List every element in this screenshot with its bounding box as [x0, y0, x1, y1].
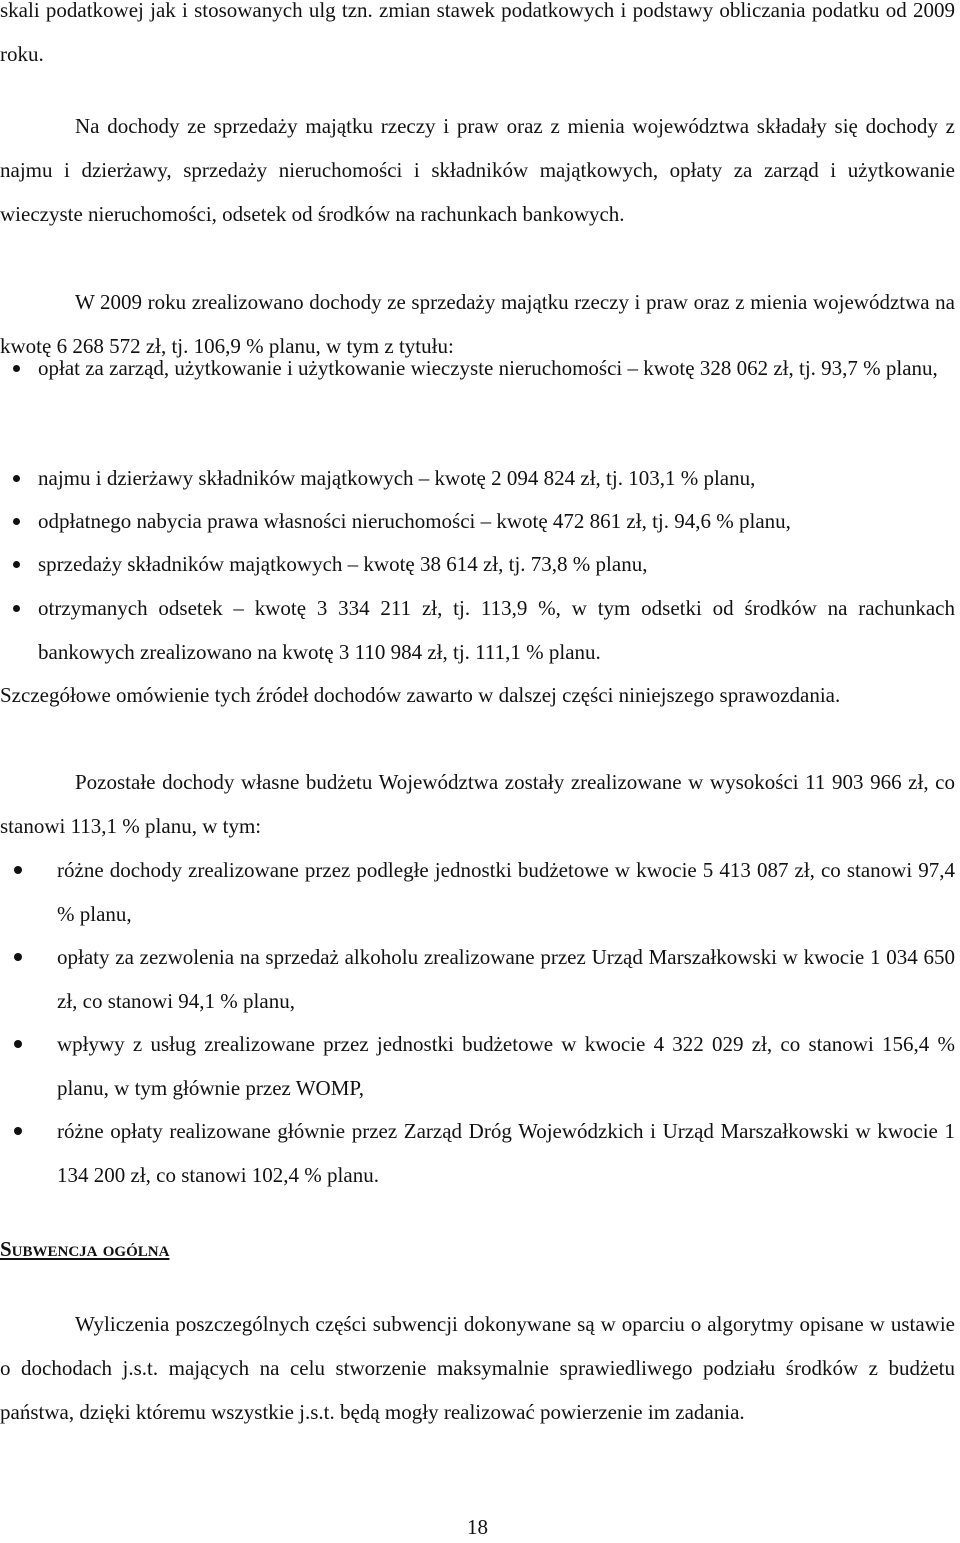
bullet-icon [13, 475, 20, 482]
bullet-icon [14, 1040, 22, 1048]
subsidy-paragraph: Wyliczenia poszczególnych części subwencji dokonywane są w oparciu o algorytmy opisane w ustawie o dochodach j.s.t. mających na celu stworzenie maksymalnie sprawiedliwego podziału środków z budżetu państwa, dzięki któremu wszystkie j.s.t. będą mogły realizować powierzenie im zadania. [0, 1312, 955, 1424]
income-2009-paragraph: W 2009 roku zrealizowano dochody ze sprzedaży majątku rzeczy i praw oraz z mienia województwa na kwotę 6 268 572 zł, tj. 106,9 % planu, w tym z tytułu: [0, 290, 955, 358]
list-item-text: opłaty za zezwolenia na sprzedaż alkoholu zrealizowane przez Urząd Marszałkowski w kwocie 1 034 650 zł, co stanowi 94,1 % planu, [57, 945, 955, 1013]
list-item-text: najmu i dzierżawy składników majątkowych – kwotę 2 094 824 zł, tj. 103,1 % planu, [38, 466, 756, 490]
bullet-icon [14, 1127, 22, 1135]
list-item-text: opłat za zarząd, użytkowanie i użytkowanie wieczyste nieruchomości – kwotę 328 062 zł, tj. 93,7 % planu, [38, 356, 938, 380]
section-heading: Subwencja ogólna [0, 1237, 170, 1261]
list-item-text: wpływy z usług zrealizowane przez jednostki budżetowe w kwocie 4 322 029 zł, co stanowi 156,4 % planu, w tym głównie przez WOMP, [57, 1032, 955, 1100]
intro-tail-paragraph: skali podatkowej jak i stosowanych ulg tzn. zmian stawek podatkowych i podstawy obliczania podatku od 2009 roku. [0, 0, 955, 66]
bullet-icon [13, 605, 20, 612]
other-income-paragraph: Pozostałe dochody własne budżetu Województwa zostały zrealizowane w wysokości 11 903 966 zł, co stanowi 113,1 % planu, w tym: [0, 770, 955, 838]
list-item-text: otrzymanych odsetek – kwotę 3 334 211 zł, tj. 113,9 %, w tym odsetki od środków na rachunkach bankowych zrealizowano na kwotę 3 110 984 zł, tj. 111,1 % planu. [38, 596, 955, 664]
list-item-text: odpłatnego nabycia prawa własności nieruchomości – kwotę 472 861 zł, tj. 94,6 % planu, [38, 509, 791, 533]
list-item-text: sprzedaży składników majątkowych – kwotę 38 614 zł, tj. 73,8 % planu, [38, 552, 648, 576]
bullet-icon [13, 518, 20, 525]
list-item-text: różne dochody zrealizowane przez podległe jednostki budżetowe w kwocie 5 413 087 zł, co stanowi 97,4 % planu, [57, 858, 955, 926]
details-paragraph: Szczegółowe omówienie tych źródeł dochodów zawarto w dalszej części niniejszego sprawozdania. [0, 683, 841, 707]
bullet-icon [14, 866, 22, 874]
list-item-text: różne opłaty realizowane głównie przez Zarząd Dróg Wojewódzkich i Urząd Marszałkowski w kwocie 1 134 200 zł, co stanowi 102,4 % planu. [57, 1119, 955, 1187]
bullet-icon [13, 561, 20, 568]
page-number: 18 [467, 1515, 488, 1539]
bullet-icon [14, 953, 22, 961]
assets-income-paragraph: Na dochody ze sprzedaży majątku rzeczy i praw oraz z mienia województwa składały się dochody z najmu i dzierżawy, sprzedaży nieruchomości i składników majątkowych, opłaty za zarząd i użytkowanie wieczyste nieruchomości, odsetek od środków na rachunkach bankowych. [0, 114, 955, 226]
bullet-icon [13, 365, 20, 372]
